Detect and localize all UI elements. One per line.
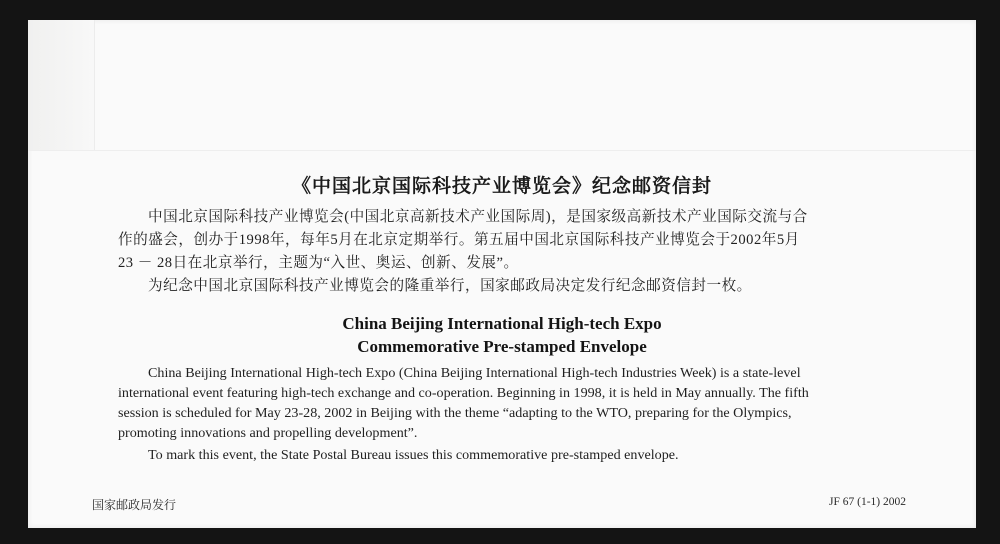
english-title-line-2: Commemorative Pre-stamped Envelope [357, 337, 647, 356]
en-paragraph-line-2: international event featuring high-tech exchange and co-operation. Beginning in 1998, it is held in May annually. The fifth [118, 385, 809, 401]
envelope-back [28, 20, 976, 528]
en-paragraph-line-3: session is scheduled for May 23-28, 2002 in Beijing with the theme “adapting to the WTO, preparing for the Olympics, [118, 405, 792, 421]
chinese-title: 《中国北京国际科技产业博览会》纪念邮资信封 [291, 176, 712, 197]
en-paragraph-line-5: To mark this event, the State Postal Bureau issues this commemorative pre-stamped envelope. [148, 447, 679, 463]
en-paragraph-line-1: China Beijing International High-tech Expo (China Beijing International High-tech Industries Week) is a state-level [148, 365, 801, 381]
cn-paragraph-line-2: 作的盛会，创办于1998年，每年5月在北京定期举行。第五届中国北京国际科技产业博览会于2002年5月 [118, 232, 800, 248]
english-title-line-1: China Beijing International High-tech Expo [342, 314, 662, 333]
envelope-flap [28, 20, 95, 150]
issue-code: JF 67 (1-1) 2002 [829, 496, 906, 508]
cn-paragraph-line-4: 为纪念中国北京国际科技产业博览会的隆重举行，国家邮政局决定发行纪念邮资信封一枚。 [148, 278, 752, 294]
en-paragraph-line-4: promoting innovations and propelling development”. [118, 425, 418, 441]
cn-paragraph-line-1: 中国北京国际科技产业博览会(中国北京高新技术产业国际周)，是国家级高新技术产业国际交流与合 [148, 209, 808, 225]
publisher-label: 国家邮政局发行 [92, 498, 177, 512]
flap-edge [28, 150, 976, 151]
cn-paragraph-line-3: 23 － 28日在北京举行，主题为“入世、奥运、创新、发展”。 [118, 255, 519, 271]
